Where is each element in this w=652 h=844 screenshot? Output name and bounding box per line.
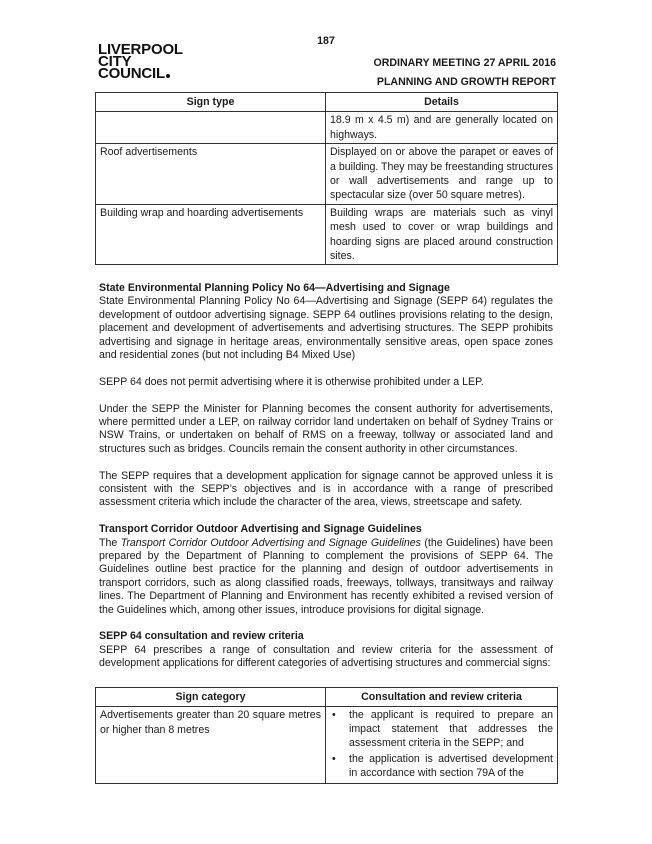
logo-line-3: COUNCIL — [98, 65, 165, 82]
meeting-title: ORDINARY MEETING 27 APRIL 2016 — [373, 57, 556, 69]
body-content — [99, 282, 553, 671]
criteria-list — [330, 708, 553, 780]
list-item: • the application is advertised development in accordance with section 79A of the — [330, 752, 553, 780]
council-logo — [98, 41, 183, 82]
column-header: Consultation and review criteria — [326, 688, 558, 707]
sign-category-cell: Advertisements greater than 20 square metres or higher than 8 metres — [96, 707, 326, 784]
table-row — [96, 707, 558, 784]
criteria-cell — [326, 707, 558, 784]
details-cell: Building wraps are materials such as vinyl mesh used to cover or wrap buildings and hoarding signs are placed around construction sites. — [326, 204, 558, 265]
details-cell: 18.9 m x 4.5 m) and are generally located on highways. — [326, 112, 558, 144]
sign-type-cell: Roof advertisements — [96, 144, 326, 205]
table-row — [96, 112, 558, 144]
table-row — [96, 144, 558, 205]
page-number: 187 — [317, 35, 335, 47]
transport-text: (the Guidelines) have been prepared by the Department of Planning to complement the provisions of SEPP 64. The Guidelines outline best practice for the planning and design of outdoor advertisements in transport corridors, such as along classified roads, freeways, tollways, transitways and railway lines. The Department of Planning and Environment has recently exhibited a revised version of the Guidelines which, among other issues, introduce provisions for digital signage. — [99, 536, 554, 616]
logo-line-2: CITY — [98, 53, 132, 70]
consultation-paragraph: SEPP 64 prescribes a range of consultation and review criteria for the assessment of development applications for different categories of advertising structures and commercial signs: — [99, 643, 553, 670]
list-item: • the applicant is required to prepare an impact statement that addresses the assessment criteria in the SEPP; and — [330, 708, 553, 750]
table-header-row — [96, 93, 558, 112]
consultation-heading: SEPP 64 consultation and review criteria — [99, 630, 304, 643]
sign-type-cell — [96, 112, 326, 144]
guidelines-title: Transport Corridor Outdoor Advertising and Signage Guidelines — [120, 536, 421, 549]
logo-line-1: LIVERPOOL — [98, 41, 183, 58]
sign-type-cell: Building wrap and hoarding advertisements — [96, 204, 326, 265]
table-row — [96, 204, 558, 265]
column-header: Sign category — [96, 688, 326, 707]
table-header-row — [96, 688, 558, 707]
logo-dot-icon — [166, 74, 170, 78]
column-header: Details — [326, 93, 558, 112]
sepp-heading: State Environmental Planning Policy No 64—Advertising and Signage — [99, 282, 450, 294]
transport-heading: Transport Corridor Outdoor Advertising and Signage Guidelines — [99, 523, 422, 536]
sign-type-table — [95, 92, 558, 265]
column-header: Sign type — [96, 93, 326, 112]
sign-category-table — [95, 687, 558, 784]
details-cell: Displayed on or above the parapet or eaves of a building. They may be freestanding structures or wall advertisements and range up to spectacular size (over 50 square metres). — [326, 144, 558, 205]
transport-text-prefix: The — [99, 536, 121, 549]
transport-paragraph — [99, 537, 553, 617]
report-title: PLANNING AND GROWTH REPORT — [376, 76, 556, 88]
sepp-paragraph-1: State Environmental Planning Policy No 64—Advertising and Signage (SEPP 64) regulates the development of outdoor advertising signage. SEPP 64 outlines provisions relating to the design, placement and development of advertisements and advertising structures. The SEPP prohibits advertising and signage in heritage areas, environmentally sensitive areas, open space zones and residential zones (but not including B4 Mixed Use) — [99, 295, 553, 362]
sepp-paragraph-2: SEPP 64 does not permit advertising where it is otherwise prohibited under a LEP. — [99, 375, 484, 388]
sepp-paragraph-3: Under the SEPP the Minister for Planning becomes the consent authority for advertisements, where permitted under a LEP, on railway corridor land undertaken on behalf of Sydney Trains or NSW Trains, or undertaken on behalf of RMS on a freeway, tollway or associated land and structures such as bridges. Councils remain the consent authority in other circumstances. — [99, 402, 553, 455]
sepp-paragraph-4: The SEPP requires that a development application for signage cannot be approved unless it is consistent with the SEPP’s objectives and is in accordance with a range of prescribed assessment criteria which include the character of the area, views, streetscape and safety. — [99, 469, 553, 509]
